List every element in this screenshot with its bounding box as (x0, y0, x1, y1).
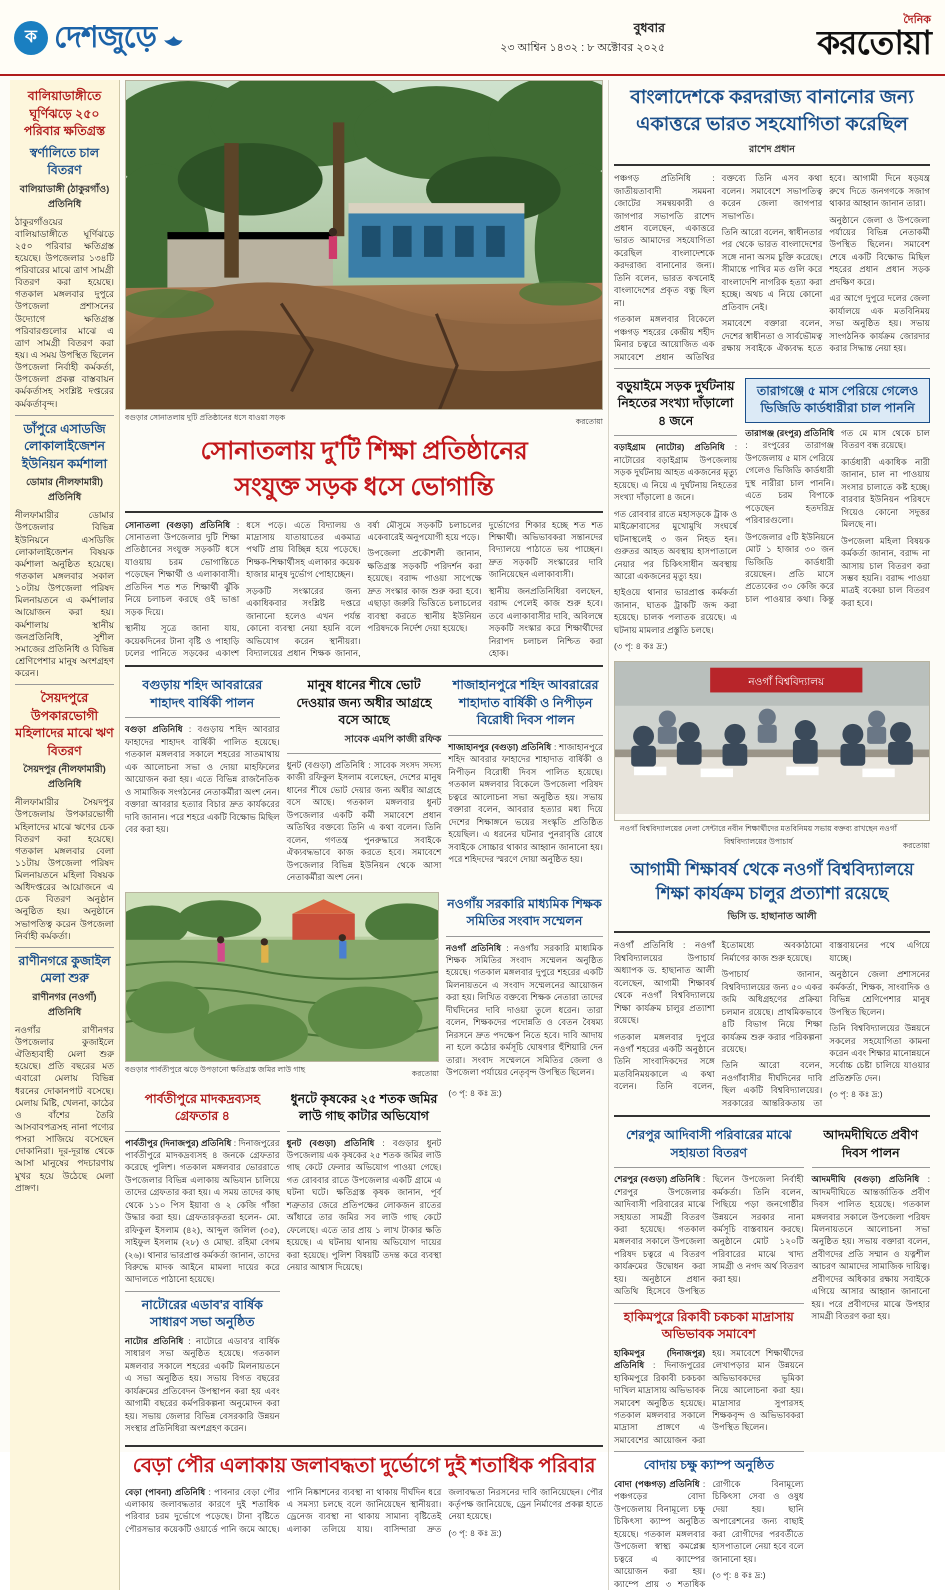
divider (125, 665, 603, 667)
lower-headline-2: নওগাঁয় সরকারি মাধ্যমিক শিক্ষক সমিতির সংবাদ সম্মেলন (447, 896, 602, 929)
mid-story-0 (125, 673, 280, 887)
lower-text-2: নওগাঁয় সরকারি মাধ্যমিক শিক্ষক সমিতির সংবাদ সম্মেলন অনুষ্ঠিত হয়েছে। গতকাল মঙ্গলবার দুপুরে শহরের একটি মিলনায়তনে এ সংবাদ সম্মেলনের আয়োজন করা হয়। লিখিত বক্তব্যে শিক্ষক নেতারা তাদের দীর্ঘদিনের দাবি দাওয়া তুলে ধরেন। তারা বলেন, শিক্ষকদের পদোন্নতি ও বেতন বৈষম্য নিরসনে দ্রুত পদক্ষেপ নিতে হবে। দাবি আদায় না হলে কঠোর কর্মসূচি ঘোষণার হুঁশিয়ারি দেন তারা। সংবাদ সম্মেলনে সমিতির জেলা ও উপজেলা পর্যায়ের নেতৃবৃন্দ উপস্থিত ছিলেন। (446, 942, 604, 1078)
bottom-headline-3: বোদায় চক্ষু ক্যাম্প অনুষ্ঠিত (643, 1458, 774, 1473)
lower-byline-1: ধুনট (বগুড়া) প্রতিনিধি (286, 1137, 375, 1148)
lower-text-1: বগুড়ার ধুনট উপজেলায় এক কৃষকের ২৫ শতক জমির লাউ গাছ কেটে ফেলার অভিযোগ পাওয়া গেছে। গত রোববার রাতে উপজেলার একটি গ্রামে এ ঘটনা ঘটে। ক্ষতিগ্রস্ত কৃষক জানান, পূর্ব শত্রুতার জেরে প্রতিপক্ষের লোকজন রাতের আঁধারে তার জমির সব লাউ গাছ কেটে ফেলেছে। এতে তার প্রায় ১ লাখ টাকার ক্ষতি হয়েছে। এ ঘটনায় থানায় অভিযোগ দায়ের করা হয়েছে। পুলিশ বিষয়টি তদন্ত করে ব্যবস্থা নেয়ার আশ্বাস দিয়েছে। (286, 1137, 442, 1273)
sidebar-headline-2: সৈয়দপুরে উপকারভোগী মহিলাদের মাঝে ঋণ বিতরণ (15, 691, 114, 758)
field-photo-caption: বগুড়ার পার্বতীপুরে ঝড়ে উপড়ানো ক্ষতিগ্রস্ত জমির লাউ গাছ (125, 1064, 306, 1074)
bottom-headline-1: বেড়া পৌর এলাকায় জলাবদ্ধতা দুর্ভোগে দুই শতাধিক পরিবার (132, 1454, 596, 1477)
university-jump: (৩ পৃ: ৪ কঃ দ্র:) (829, 1089, 883, 1100)
paper-title-block (681, 15, 931, 61)
tarangonj-para-2: কার্ডধারী একাধিক নারী জানান, চাল না পাওয়ায় সংসার চালাতে কষ্ট হচ্ছে। বারবার ইউনিয়ন পরিষদে গিয়েও কোনো সদুত্তর মিলছে না। (841, 456, 930, 530)
road-sub-story (614, 374, 737, 657)
sidebar-headline-3: রাণীনগরে কুজাইল মেলা শুরু (18, 953, 111, 986)
bottom-body-2: হাকিমপুর (দিনাজপুর) প্রতিনিধি : দিনাজপুরের হাকিমপুরে রিকাবী চকচকা দাখিল মাদ্রাসায় অভিভাবক সমাবেশ অনুষ্ঠিত হয়েছে। গতকাল মঙ্গলবার সকালে মাদ্রাসা প্রাঙ্গণে এ সমাবেশের আয়োজন করা হয়। সমাবেশে শিক্ষার্থীদের লেখাপড়ার মান উন্নয়নে অভিভাবকদের ভূমিকা নিয়ে আলোচনা করা হয়। মাদ্রাসার সুপারসহ শিক্ষকবৃন্দ ও অভিভাবকরা উপস্থিত ছিলেন। (614, 1347, 804, 1445)
road-sub-para-2: হাইওয়ে থানার ভারপ্রাপ্ত কর্মকর্তা জানান, ঘাতক ট্রাকটি জব্দ করা হয়েছে। চালক পলাতক রয়েছে। এ ঘটনায় মামলার প্রস্তুতি চলছে। (614, 587, 738, 635)
lower-story-2 (446, 892, 603, 1083)
lead-headline-line1: সোনাতলায় দু'টি শিক্ষা প্রতিষ্ঠানের (200, 437, 528, 465)
lead-byline: সোনাতলা (বগুড়া) প্রতিনিধি (125, 519, 231, 530)
mid-headline-2: শাজাহানপুরে শহিদ আবরারের শাহাদাত বার্ষিকী ও নিপীড়ন বিরোধী দিবস পালন (452, 678, 599, 728)
meeting-photo-credit: করতোয়া (902, 840, 930, 850)
bottom-byline-1: বেড়া (পাবনা) প্রতিনিধি (125, 1486, 206, 1497)
mid-stories (125, 673, 603, 887)
divider (614, 931, 930, 933)
top-right-body (614, 172, 930, 363)
field-photo (125, 892, 439, 1062)
road-sub-headline: বড়ুয়াইমে সড়ক দুর্ঘটনায় নিহতের সংখ্যা দাঁড়ালো ৪ জনে (616, 378, 735, 428)
lower-headline-0: পার্বতীপুরে মাদকদ্রব্যসহ গ্রেফতার ৪ (144, 1091, 261, 1123)
road-sub-para-0: নাটোরের বড়াইগ্রাম উপজেলায় সড়ক দুর্ঘটনায় আহত একজনের মৃত্যু হয়েছে। এ নিয়ে এ দুর্ঘটনায় নিহতের সংখ্যা দাঁড়ালো ৪ জনে। (614, 454, 738, 503)
road-sub-para-1: গত রোববার রাতে মহাসড়কে ট্রাক ও মাইক্রোবাসের মুখোমুখি সংঘর্ষে ঘটনাস্থলেই ৩ জন নিহত হন। গুরুতর আহত অবস্থায় হাসপাতালে নেয়ার পর চিকিৎসাধীন অবস্থায় আরো একজনের মৃত্যু হয়। (614, 508, 738, 582)
lead-para-0: সোনাতলা উপজেলার দুটি শিক্ষা প্রতিষ্ঠানের সংযুক্ত সড়কটি ধসে যাওয়ায় চরম ভোগান্তিতে পড়েছেন শিক্ষার্থী ও এলাকাবাসী। প্রতিদিন শত শত শিক্ষার্থী ঝুঁকি নিয়ে চলাচল করছে ওই ভাঙা সড়ক দিয়ে। (125, 531, 240, 617)
sidebar-column (10, 80, 120, 1590)
lower-text-3: শেরপুর উপজেলার আদিবাসী পরিবারের মাঝে সহায়তা সামগ্রী বিতরণ করা হয়েছে। গতকাল মঙ্গলবার সকালে উপজেলা পরিষদ চত্বরে এ বিতরণ কার্যক্রমের উদ্বোধন করা হয়। অনুষ্ঠানে প্রধান অতিথি হিসেবে উপস্থিত ছিলেন উপজেলা নির্বাহী কর্মকর্তা। তিনি বলেন, পিছিয়ে পড়া জনগোষ্ঠীর উন্নয়নে সরকার নানা কর্মসূচি বাস্তবায়ন করছে। অনুষ্ঠানে মোট ১২০টি পরিবারের মাঝে খাদ্য সামগ্রী ও নগদ অর্থ বিতরণ করা হয়। (614, 1174, 804, 1297)
svg-text:নওগাঁ বিশ্ববিদ্যালয়: নওগাঁ বিশ্ববিদ্যালয় (748, 676, 825, 688)
lower-overflow (448, 1087, 603, 1099)
tarangonj-story (745, 374, 930, 657)
lower-byline-2: নওগাঁ প্রতিনিধি (446, 942, 502, 953)
bottom-headline-2: হাকিমপুরে রিকাবী চকচকা মাদ্রাসায় অভিভাবক সমাবেশ (623, 1309, 794, 1342)
bottom-body-1: বেড়া (পাবনা) প্রতিনিধি : পাবনার বেড়া পৌর এলাকায় জলাবদ্ধতার কারণে দুই শতাধিক পরিবার চরম দুর্ভোগে পড়েছে। টানা বৃষ্টিতে পৌরসভার কয়েকটি ওয়ার্ডে পানি জমে আছে। পানি নিষ্কাশনের ব্যবস্থা না থাকায় দীর্ঘদিন ধরে এ সমস্যা চলছে বলে জানিয়েছেন স্থানীয়রা। ড্রেনেজ ব্যবস্থা না থাকায় সামান্য বৃষ্টিতেই এলাকা তলিয়ে যায়। বাসিন্দারা দ্রুত জলাবদ্ধতা নিরসনের দাবি জানিয়েছেন। পৌর কর্তৃপক্ষ জানিয়েছে, ড্রেন নির্মাণের প্রকল্প হাতে নেয়া হয়েছে। (৩ পৃ: ৪ কঃ দ্র:) (125, 1486, 603, 1538)
lead-headline-line2: সংযুক্ত সড়ক ধসে ভোগান্তি (234, 472, 494, 501)
paper-name: করতোয়া (817, 24, 931, 62)
mid-byline-1: সাবেক এমপি কাজী রফিক (344, 733, 442, 745)
sidebar-headline-0: বালিয়াডাঙ্গীতে ঘূর্ণিঝড়ে ২৫০ পরিবার ক্ষতিগ্রস্ত (23, 89, 106, 138)
bird-icon (162, 25, 188, 51)
bottom-body-3: বোদা (পঞ্চগড়) প্রতিনিধি : পঞ্চগড়ের বোদা উপজেলায় বিনামূল্যে চক্ষু চিকিৎসা ক্যাম্প অনুষ্ঠিত হয়েছে। গতকাল মঙ্গলবার উপজেলা স্বাস্থ্য কমপ্লেক্স চত্বরে এ ক্যাম্পের আয়োজন করা হয়। ক্যাম্পে প্রায় ৩ শতাধিক রোগীকে বিনামূল্যে চিকিৎসা সেবা ও ওষুধ দেয়া হয়। ছানি অপারেশনের জন্য বাছাই করা রোগীদের পরবর্তীতে হাসপাতালে নেয়া হবে বলে জানানো হয়। (৩ পৃ: ৪ কঃ দ্র:) (614, 1478, 804, 1589)
lower-stories (125, 1087, 603, 1439)
road-sub-body: বড়াইগ্রাম (নাটোর) প্রতিনিধি : নাটোরের বড়াইগ্রাম উপজেলায় সড়ক দুর্ঘটনায় আহত একজনের মৃত্যু হয়েছে। এ নিয়ে এ দুর্ঘটনায় নিহতের সংখ্যা দাঁড়ালো ৪ জনে। গত রোববার রাতে মহাসড়কে ট্রাক ও মাইক্রোবাসের মুখোমুখি সংঘর্ষে ঘটনাস্থলেই ৩ জন নিহত হন। গুরুতর আহত অবস্থায় হাসপাতালে নেয়ার পর চিকিৎসাধীন অবস্থায় আরো একজনের মৃত্যু হয়। হাইওয়ে থানার ভারপ্রাপ্ত কর্মকর্তা জানান, ঘাতক ট্রাকটি জব্দ করা হয়েছে। চালক পলাতক রয়েছে। এ ঘটনায় মামলার প্রস্তুতি চলছে। (৩ পৃ: ৪ কঃ দ্র:) (614, 442, 738, 652)
lower-body-2: নওগাঁ প্রতিনিধি : নওগাঁয় সরকারি মাধ্যমিক শিক্ষক সমিতির সংবাদ সম্মেলন অনুষ্ঠিত হয়েছে। গতকাল মঙ্গলবার দুপুরে শহরের একটি মিলনায়তনে এ সংবাদ সম্মেলনের আয়োজন করা হয়। লিখিত বক্তব্যে শিক্ষক নেতারা তাদের দীর্ঘদিনের দাবি দাওয়া তুলে ধরেন। তারা বলেন, শিক্ষকদের পদোন্নতি ও বেতন বৈষম্য নিরসনে দ্রুত পদক্ষেপ নিতে হবে। দাবি আদায় না হলে কঠোর কর্মসূচি ঘোষণার হুঁশিয়ারি দেন তারা। সংবাদ সম্মেলনে সমিতির জেলা ও উপজেলা পর্যায়ের নেতৃবৃন্দ উপস্থিত ছিলেন। (446, 942, 604, 1078)
mid-story-1 (287, 673, 442, 887)
lower-byline-4: আদমদীঘি (বগুড়া) প্রতিনিধি (811, 1174, 920, 1185)
lower-story-1 (287, 1087, 442, 1439)
field-photo-row (125, 892, 603, 1083)
right-bottom-row (614, 1123, 930, 1590)
tarangonj-box (745, 378, 930, 423)
paper-small-label: দৈনিক (903, 14, 931, 27)
divider (125, 1131, 280, 1132)
tarangonj-body: তারাগঞ্জ (রংপুর) প্রতিনিধি : রংপুরের তারাগঞ্জ উপজেলায় ৫ মাস পেরিয়ে গেলেও ভিজিডি কার্ডধারী দুস্থ নারীরা চাল পাননি। এতে চরম বিপাকে পড়েছেন হতদরিদ্র পরিবারগুলো। উপজেলার ৫টি ইউনিয়নে মোট ১ হাজার ৩০ জন ভিজিডি কার্ডধারী রয়েছেন। প্রতি মাসে প্রত্যেকের ৩০ কেজি করে চাল পাওয়ার কথা। কিন্তু গত মে মাস থেকে চাল বিতরণ বন্ধ রয়েছে। কার্ডধারী একাধিক নারী জানান, চাল না পাওয়ায় সংসার চালাতে কষ্ট হচ্ছে। বারবার ইউনিয়ন পরিষদে গিয়েও কোনো সদুত্তর মিলছে না। উপজেলা মহিলা বিষয়ক কর্মকর্তা জানান, বরাদ্দ না আসায় চাল বিতরণ করা সম্ভব হয়নি। বরাদ্দ পাওয়া মাত্রই বকেয়া চাল বিতরণ করা হবে। (745, 427, 930, 608)
mid-body-0: বগুড়া প্রতিনিধি : বগুড়ায় শহিদ আবরার ফাহাদের শাহাদৎ বার্ষিকী পালিত হয়েছে। গতকাল মঙ্গলবার সকালে শহরের সাতমাথায় এক আলোচনা সভা ও দোয়া মাহফিলের আয়োজন করা হয়। এতে বিভিন্ন রাজনৈতিক ও সামাজিক সংগঠনের নেতাকর্মীরা অংশ নেন। বক্তারা আবরার হত্যার বিচার দ্রুত কার্যকরের দাবি জানান। পরে শহরে একটি বিক্ষোভ মিছিল বের করা হয়। (125, 724, 280, 835)
divider (125, 717, 280, 718)
lower-text-0: দিনাজপুরের পার্বতীপুরে মাদকদ্রব্যসহ ৪ জনকে গ্রেফতার করেছে পুলিশ। গতকাল মঙ্গলবার ভোররাতে উপজেলার বিভিন্ন এলাকায় অভিযান চালিয়ে তাদের গ্রেফতার করা হয়। এ সময় তাদের কাছ থেকে ১১০ পিস ইয়াবা ও ২ কেজি গাঁজা উদ্ধার করা হয়। গ্রেফতারকৃতরা হলেন- মো. রফিকুল ইসলাম (৪২), আব্দুল জলিল (৩৫), সাইফুল ইসলাম (২৮) ও মোছা. রহিমা বেগম (২৬)। থানার ভারপ্রাপ্ত কর্মকর্তা জানান, তাদের বিরুদ্ধে মাদক আইনে মামলা দায়ের করে আদালতে পাঠানো হয়েছে। (125, 1137, 280, 1285)
university-para-0: নওগাঁ প্রতিনিধি : নওগাঁ বিশ্ববিদ্যালয়ের উপাচার্য অধ্যাপক ড. হাছানাত আলী বলেছেন, আগামী শিক্ষাবর্ষ থেকে নওগাঁ বিশ্ববিদ্যালয়ে শিক্ষা কার্যক্রম চালুর প্রত্যাশা রয়েছে। (614, 940, 715, 1026)
bottom-text-1: পাবনার বেড়া পৌর এলাকায় জলাবদ্ধতার কারণে দুই শতাধিক পরিবার চরম দুর্ভোগে পড়েছে। টানা বৃষ্টিতে পৌরসভার কয়েকটি ওয়ার্ডে পানি জমে আছে। পানি নিষ্কাশনের ব্যবস্থা না থাকায় দীর্ঘদিন ধরে এ সমস্যা চলছে বলে জানিয়েছেন স্থানীয়রা। ড্রেনেজ ব্যবস্থা না থাকায় সামান্য বৃষ্টিতেই এলাকা তলিয়ে যায়। বাসিন্দারা দ্রুত জলাবদ্ধতা নিরসনের দাবি জানিয়েছেন। পৌর কর্তৃপক্ষ জানিয়েছে, ড্রেন নির্মাণের প্রকল্প হাতে নেয়া হয়েছে। (125, 1486, 603, 1534)
lead-para-1: স্থানীয় সূত্রে জানা যায়, কয়েকদিনের টানা বৃষ্টি ও পাহাড়ি ঢলের পানিতে সড়কের একাংশ ধসে পড়ে। এতে বিদ্যালয় ও মাদ্রাসায় যাতায়াতের একমাত্র পথটি প্রায় বিচ্ছিন্ন হয়ে পড়েছে। শিক্ষক-শিক্ষার্থীসহ এলাকার কয়েক হাজার মানুষ দুর্ভোগ পোহাচ্ছেন। (125, 519, 361, 659)
lead-para-2: সড়কটি সংস্কারের জন্য একাধিকবার সংশ্লিষ্ট দপ্তরে জানানো হলেও এখন পর্যন্ত কোনো ব্যবস্থা নেয়া হয়নি বলে অভিযোগ করেন স্থানীয়রা। বিদ্যালয়ের প্রধান শিক্ষক জানান, বর্ষা মৌসুমে সড়কটি চলাচলের একেবারেই অনুপযোগী হয়ে পড়ে। (246, 519, 482, 659)
road-sub-byline: বড়াইগ্রাম (নাটোর) প্রতিনিধি (614, 442, 725, 453)
divider (614, 164, 930, 166)
bottom-byline-0: নাটোর প্রতিনিধি (125, 1335, 184, 1346)
bottom-story-1 (448, 1087, 603, 1439)
lower-headline-3: শেরপুর আদিবাসী পরিবারের মাঝে সহায়তা বিতরণ (625, 1128, 792, 1160)
sidebar-byline-1: ডোমার (নীলফামারী) প্রতিনিধি (26, 477, 103, 504)
divider (15, 684, 114, 685)
lower-text-4: আদমদীঘিতে আন্তর্জাতিক প্রবীণ দিবস পালিত হয়েছে। গতকাল মঙ্গলবার সকালে উপজেলা পরিষদ মিলনায়তনে আলোচনা সভা অনুষ্ঠিত হয়। সভায় বক্তারা বলেন, প্রবীণদের প্রতি সম্মান ও যত্নশীল আচরণ আমাদের সামাজিক দায়িত্ব। প্রবীণদের অধিকার রক্ষায় সবাইকে এগিয়ে আসার আহ্বান জানানো হয়। পরে প্রবীণদের মাঝে উপহার সামগ্রী বিতরণ করা হয়। (811, 1186, 930, 1322)
mid-story-2 (448, 673, 603, 887)
tarangonj-para-0: রংপুরের তারাগঞ্জ উপজেলায় ৫ মাস পেরিয়ে গেলেও ভিজিডি কার্ডধারী দুস্থ নারীরা চাল পাননি। এতে চরম বিপাকে পড়েছেন হতদরিদ্র পরিবারগুলো। (745, 440, 835, 526)
university-para-3: তিনি আরো বলেন, নওগাঁবাসীর দীর্ঘদিনের দাবি ছিল একটি বিশ্ববিদ্যালয়ের। সরকারের আন্তরিকতায় তা বাস্তবায়নের পথে এগিয়ে যাচ্ছে। (721, 940, 930, 1108)
mid-byline-0: বগুড়া প্রতিনিধি (125, 724, 183, 735)
date-line: ২৩ আশ্বিন ১৪৩২ : ৮ অক্টোবর ২০২৫ (500, 42, 665, 55)
lead-photo (125, 80, 603, 410)
university-para-5: তিনি বিশ্ববিদ্যালয়ের উন্নয়নে সকলের সহযোগিতা কামনা করেন এবং শিক্ষার মানোন্নয়নে সর্বোচ্চ চেষ্টা চালিয়ে যাওয়ার প্রতিশ্রুতি দেন। (829, 1023, 930, 1083)
divider (614, 435, 737, 436)
tarangonj-byline: তারাগঞ্জ (রংপুর) প্রতিনিধি (745, 427, 835, 438)
sidebar-item-0 (15, 88, 114, 410)
meeting-photo-caption: নওগাঁ বিশ্ববিদ্যালয়ের নেলা সেন্টারে নবীন শিক্ষার্থীদের মতবিনিময় সভায় বক্তব্য রাখছেন নওগাঁ বিশ্ববিদ্যালয়ের উপাচার্য (619, 823, 897, 846)
tarangonj-headline: তারাগঞ্জে ৫ মাস পেরিয়ে গেলেও ভিজিডি কার্ডধারীরা চাল পাননি (756, 383, 919, 416)
lead-body: সোনাতলা (বগুড়া) প্রতিনিধি : সোনাতলা উপজেলার দুটি শিক্ষা প্রতিষ্ঠানের সংযুক্ত সড়কটি ধসে যাওয়ায় চরম ভোগান্তিতে পড়েছেন শিক্ষার্থী ও এলাকাবাসী। প্রতিদিন শত শত শিক্ষার্থী ঝুঁকি নিয়ে চলাচল করছে ওই ভাঙা সড়ক দিয়ে। স্থানীয় সূত্রে জানা যায়, কয়েকদিনের টানা বৃষ্টি ও পাহাড়ি ঢলের পানিতে সড়কের একাংশ ধসে পড়ে। এতে বিদ্যালয় ও মাদ্রাসায় যাতায়াতের একমাত্র পথটি প্রায় বিচ্ছিন্ন হয়ে পড়েছে। শিক্ষক-শিক্ষার্থীসহ এলাকার কয়েক হাজার মানুষ দুর্ভোগ পোহাচ্ছেন। সড়কটি সংস্কারের জন্য একাধিকবার সংশ্লিষ্ট দপ্তরে জানানো হলেও এখন পর্যন্ত কোনো ব্যবস্থা নেয়া হয়নি বলে অভিযোগ করেন স্থানীয়রা। বিদ্যালয়ের প্রধান শিক্ষক জানান, বর্ষা মৌসুমে সড়কটি চলাচলের একেবারেই অনুপযোগী হয়ে পড়ে। উপজেলা প্রকৌশলী জানান, ক্ষতিগ্রস্ত সড়কটি পরিদর্শন করা হয়েছে। বরাদ্দ পাওয়া সাপেক্ষে দ্রুত সংস্কার কাজ শুরু করা হবে। এছাড়া জরুরি ভিত্তিতে চলাচলের ব্যবস্থা করতে স্থানীয় ইউনিয়ন পরিষদকে নির্দেশ দেয়া হয়েছে। দুর্ভোগের শিকার হচ্ছে শত শত শিক্ষার্থী। অভিভাবকরা সন্তানদের বিদ্যালয়ে পাঠাতে ভয় পাচ্ছেন। দ্রুত সড়কটি সংস্কারের দাবি জানিয়েছেন এলাকাবাসী। স্থানীয় জনপ্রতিনিধিরা বলছেন, বরাদ্দ পেলেই কাজ শুরু হবে। তবে এলাকাবাসীর দাবি, অবিলম্বে সড়কটি সংস্কার করে শিক্ষার্থীদের নিরাপদ চলাচল নিশ্চিত করা হোক। (125, 519, 603, 659)
deshjure-logo (14, 13, 314, 64)
sidebar-byline-0: বালিয়াডাঙ্গী (ঠাকুরগাঁও) প্রতিনিধি (19, 183, 110, 210)
divider (125, 511, 603, 513)
jump-note-a: (৩ পৃ: ৪ কঃ দ্র:) (448, 1087, 502, 1098)
divider (15, 947, 114, 948)
meeting-photo (614, 661, 930, 821)
mid-headline-1: মানুষ ধানের শীষে ভোট দেওয়ার জন্য অধীর আগ্রহে বসে আছে (296, 678, 432, 728)
lower-story-4 (812, 1123, 930, 1590)
weekday: বুধবার (633, 21, 665, 36)
divider (614, 1303, 804, 1304)
sidebar-text-0: ঠাকুরগাঁওয়ের বালিয়াডাঙ্গীতে ঘূর্ণিঝড়ে ২৫০ পরিবার ক্ষতিগ্রস্ত হয়েছে। উপজেলার ১৩৪টি পরিবারের মাঝে ত্রাণ সামগ্রী বিতরণ করা হয়েছে। গতকাল মঙ্গলবার দুপুরে উপজেলা প্রশাসনের উদ্যোগে ক্ষতিগ্রস্ত পরিবারগুলোর মাঝে এ ত্রাণ সামগ্রী বিতরণ করা হয়। এ সময় উপস্থিত ছিলেন উপজেলা নির্বাহী কর্মকর্তা, উপজেলা প্রকল্প বাস্তবায়ন কর্মকর্তাসহ সংশ্লিষ্ট দপ্তরের কর্মকর্তাবৃন্দ। (15, 216, 114, 409)
bottom-text-0: নাটোরে এডাব'র বার্ষিক সাধারণ সভা অনুষ্ঠিত হয়েছে। গতকাল মঙ্গলবার সকালে শহরের একটি মিলনায়তনে এ সভা অনুষ্ঠিত হয়। সভায় বিগত বছরের কার্যক্রমের প্রতিবেদন উপস্থাপন করা হয় এবং আগামী বছরের কর্মপরিকল্পনা অনুমোদন করা হয়। সভায় জেলার বিভিন্ন বেসরকারি উন্নয়ন সংস্থার প্রতিনিধিরা অংশগ্রহণ করেন। (125, 1335, 280, 1434)
right-two-col (614, 374, 930, 657)
bottom-text-3: পঞ্চগড়ের বোদা উপজেলায় বিনামূল্যে চক্ষু চিকিৎসা ক্যাম্প অনুষ্ঠিত হয়েছে। গতকাল মঙ্গলবার উপজেলা স্বাস্থ্য কমপ্লেক্স চত্বরে এ ক্যাম্পের আয়োজন করা হয়। ক্যাম্পে প্রায় ৩ শতাধিক রোগীকে বিনামূল্যে চিকিৎসা সেবা ও ওষুধ দেয়া হয়। ছানি অপারেশনের জন্য বাছাই করা রোগীদের পরবর্তীতে হাসপাতালে নেয়া হবে বলে জানানো হয়। (614, 1478, 804, 1589)
top-right-para-3: সমাবেশে বক্তারা বলেন, দেশের স্বাধীনতা ও সার্বভৌমত্ব রক্ষায় সবাইকে ঐক্যবদ্ধ হতে হবে। আগামী দিনে ষড়যন্ত্র রুখে দিতে জনগণকে সজাগ থাকার আহ্বান জানান তারা। (721, 173, 930, 354)
meeting-photo-art (615, 662, 929, 814)
lower-byline-3: শেরপুর (বগুড়া) প্রতিনিধি (614, 1174, 701, 1185)
sidebar-item-3 (15, 953, 114, 1194)
right-block (609, 80, 935, 1590)
lead-photo-caption: বগুড়ার সোনাতলায় দুটি প্রতিষ্ঠানের ধসে যাওয়া সড়ক (125, 413, 286, 422)
field-photo-block (125, 892, 439, 1083)
sidebar-sub-0: স্বর্ণালিতে চাল বিতরণ (29, 145, 100, 177)
university-para-1: গতকাল মঙ্গলবার দুপুরে নওগাঁ শহরের একটি অনুষ্ঠানে তিনি সাংবাদিকদের সঙ্গে মতবিনিময়কালে এ কথা বলেন। তিনি বলেন, ইতোমধ্যে অবকাঠামো নির্মাণের কাজ শুরু হয়েছে। (614, 940, 823, 1092)
mid-body-2: শাজাহানপুর (বগুড়া) প্রতিনিধি : শাজাহানপুরে শহিদ আবরার ফাহাদের শাহাদাত বার্ষিকী ও নিপীড়ন বিরোধী দিবস পালিত হয়েছে। গতকাল মঙ্গলবার বিকেলে উপজেলা পরিষদ চত্বরে আলোচনা সভা অনুষ্ঠিত হয়। সভায় বক্তারা বলেন, আবরার হত্যার মধ্য দিয়ে দেশের শিক্ষাঙ্গনে ভয়ের সংস্কৃতি প্রতিষ্ঠিত হয়েছিল। এ ধরনের ঘটনার পুনরাবৃত্তি রোধে সবাইকে সোচ্চার থাকার আহ্বান জানানো হয়। পরে শহিদদের স্মরণে দোয়া অনুষ্ঠিত হয়। (448, 741, 603, 865)
top-right-para-0: পঞ্চগড় প্রতিনিধি : জাতীয়তাবাদী সমমনা জোটের সমন্বয়কারী ও জাগপার সভাপতি রাশেদ প্রধান বলেছেন, একাত্তরে ভারত আমাদের সহযোগিতা করেছিল বাংলাদেশকে করদরাজ্য বানানোর জন্য। তিনি বলেন, ভারত কখনোই বাংলাদেশের প্রকৃত বন্ধু ছিল না। (614, 173, 715, 308)
bottom-byline-3: বোদা (পঞ্চগড়) প্রতিনিধি (614, 1478, 700, 1489)
masthead (0, 0, 945, 76)
jump-note-b: (৩ পৃ: ৪ কঃ দ্র:) (448, 1527, 502, 1538)
field-photo-credit: করতোয়া (411, 1068, 439, 1078)
bottom-byline-2: হাকিমপুর (দিনাজপুর) প্রতিনিধি (614, 1347, 706, 1371)
lead-para-4: দুর্ভোগের শিকার হচ্ছে শত শত শিক্ষার্থী। অভিভাবকরা সন্তানদের বিদ্যালয়ে পাঠাতে ভয় পাচ্ছেন। দ্রুত সড়কটি সংস্কারের দাবি জানিয়েছেন এলাকাবাসী। (488, 519, 603, 580)
sidebar-byline-3: রাণীনগর (নওগাঁ) প্রতিনিধি (32, 991, 97, 1018)
lead-story-block (120, 80, 609, 1590)
lower-body-0: পার্বতীপুর (দিনাজপুর) প্রতিনিধি : দিনাজপুরের পার্বতীপুরে মাদকদ্রব্যসহ ৪ জনকে গ্রেফতার করেছে পুলিশ। গতকাল মঙ্গলবার ভোররাতে উপজেলার বিভিন্ন এলাকায় অভিযান চালিয়ে তাদের গ্রেফতার করা হয়। এ সময় তাদের কাছ থেকে ১১০ পিস ইয়াবা ও ২ কেজি গাঁজা উদ্ধার করা হয়। গ্রেফতারকৃতরা হলেন- মো. রফিকুল ইসলাম (৪২), আব্দুল জলিল (৩৫), সাইফুল ইসলাম (২৮) ও মোছা. রহিমা বেগম (২৬)। থানার ভারপ্রাপ্ত কর্মকর্তা জানান, তাদের বিরুদ্ধে মাদক আইনে মামলা দায়ের করে আদালতে পাঠানো হয়েছে। (125, 1137, 280, 1285)
logo-text: দেশজুড়ে (54, 20, 156, 54)
lower-byline-0: পার্বতীপুর (দিনাজপুর) প্রতিনিধি (125, 1137, 232, 1148)
divider (448, 735, 603, 736)
mid-body-1 (287, 759, 442, 884)
top-right-headline: বাংলাদেশকে করদরাজ্য বানানোর জন্য একাত্তরে ভারত সহযোগিতা করেছিল (630, 87, 914, 135)
divider (287, 1131, 442, 1132)
university-headline: আগামী শিক্ষাবর্ষ থেকে নওগাঁ বিশ্ববিদ্যালয়ে শিক্ষা কার্যক্রম চালুর প্রত্যাশা রয়েছে (630, 859, 914, 903)
top-right-byline: রাশেদ প্রধান (749, 144, 795, 156)
tarangonj-para-3: উপজেলা মহিলা বিষয়ক কর্মকর্তা জানান, বরাদ্দ না আসায় চাল বিতরণ করা সম্ভব হয়নি। বরাদ্দ পাওয়া মাত্রই বকেয়া চাল বিতরণ করা হবে। (841, 535, 930, 608)
top-right-para-2: তিনি আরো বলেন, স্বাধীনতার পর থেকে ভারত বাংলাদেশের সঙ্গে নানা অসম চুক্তি করেছে। সীমান্তে পাখির মত গুলি করে বাংলাদেশি নাগরিক হত্যা করা হচ্ছে। অথচ এ নিয়ে কোনো প্রতিবাদ নেই। (721, 227, 823, 312)
mid-text-2: শাজাহানপুরে শহিদ আবরার ফাহাদের শাহাদাত বার্ষিকী ও নিপীড়ন বিরোধী দিবস পালিত হয়েছে। গতকাল মঙ্গলবার বিকেলে উপজেলা পরিষদ চত্বরে আলোচনা সভা অনুষ্ঠিত হয়। সভায় বক্তারা বলেন, আবরার হত্যার মধ্য দিয়ে দেশের শিক্ষাঙ্গনে ভয়ের সংস্কৃতি প্রতিষ্ঠিত হয়েছিল। এ ধরনের ঘটনার পুনরাবৃত্তি রোধে সবাইকে সোচ্চার থাকার আহ্বান জানানো হয়। পরে শহিদদের স্মরণে দোয়া অনুষ্ঠিত হয়। (448, 741, 603, 865)
divider (125, 1445, 603, 1447)
sidebar-text-2: নীলফামারীর সৈয়দপুর উপজেলায় উপকারভোগী মহিলাদের মাঝে ঋণের চেক বিতরণ করা হয়েছে। গতকাল মঙ্গলবার বেলা ১১টায় উপজেলা পরিষদ মিলনায়তনে মহিলা বিষয়ক অধিদপ্তরের আয়োজনে এ চেক বিতরণ অনুষ্ঠান অনুষ্ঠিত হয়। অনুষ্ঠানে সভাপতিত্ব করেন উপজেলা নির্বাহী কর্মকর্তা। (15, 797, 114, 941)
divider (614, 368, 930, 369)
lower-story-3 (614, 1123, 804, 1590)
lower-body-3: শেরপুর (বগুড়া) প্রতিনিধি : শেরপুর উপজেলার আদিবাসী পরিবারের মাঝে সহায়তা সামগ্রী বিতরণ করা হয়েছে। গতকাল মঙ্গলবার সকালে উপজেলা পরিষদ চত্বরে এ বিতরণ কার্যক্রমের উদ্বোধন করা হয়। অনুষ্ঠানে প্রধান অতিথি হিসেবে উপস্থিত ছিলেন উপজেলা নির্বাহী কর্মকর্তা। তিনি বলেন, পিছিয়ে পড়া জনগোষ্ঠীর উন্নয়নে সরকার নানা কর্মসূচি বাস্তবায়ন করছে। অনুষ্ঠানে মোট ১২০টি পরিবারের মাঝে খাদ্য সামগ্রী ও নগদ অর্থ বিতরণ করা হয়। (614, 1174, 804, 1297)
lower-headline-1: ধুনটে কৃষকের ২৫ শতক জমির লাউ গাছ কাটার অভিযোগ (290, 1091, 438, 1123)
tarangonj-para-1: উপজেলার ৫টি ইউনিয়নে মোট ১ হাজার ৩০ জন ভিজিডি কার্ডধারী রয়েছেন। প্রতি মাসে প্রত্যেকের ৩০ কেজি করে চাল পাওয়ার কথা। কিন্তু গত মে মাস থেকে চাল বিতরণ বন্ধ রয়েছে। (745, 427, 930, 604)
lead-photo-art (126, 81, 602, 410)
university-para-4: অনুষ্ঠানে জেলা প্রশাসনের কর্মকর্তা, শিক্ষক, সাংবাদিক ও বিভিন্ন শ্রেণিপেশার মানুষ উপস্থিত ছিলেন। (829, 969, 930, 1017)
lower-body-1: ধুনট (বগুড়া) প্রতিনিধি : বগুড়ার ধুনট উপজেলায় এক কৃষকের ২৫ শতক জমির লাউ গাছ কেটে ফেলার অভিযোগ পাওয়া গেছে। গত রোববার রাতে উপজেলার একটি গ্রামে এ ঘটনা ঘটে। ক্ষতিগ্রস্ত কৃষক জানান, পূর্ব শত্রুতার জেরে প্রতিপক্ষের লোকজন রাতের আঁধারে তার জমির সব লাউ গাছ কেটে ফেলেছে। এতে তার প্রায় ১ লাখ টাকার ক্ষতি হয়েছে। এ ঘটনায় থানায় অভিযোগ দায়ের করা হয়েছে। পুলিশ বিষয়টি তদন্ত করে ব্যবস্থা নেয়ার আশ্বাস দিয়েছে। (286, 1137, 442, 1273)
divider (812, 1167, 930, 1168)
university-para-2: উপাচার্য জানান, বিশ্ববিদ্যালয়ের জন্য ৫০ একর জমি অধিগ্রহণের প্রক্রিয়া চলমান রয়েছে। প্রাথমিকভাবে ৪টি বিভাগ নিয়ে শিক্ষা কার্যক্রম শুরু করার পরিকল্পনা রয়েছে। (721, 969, 823, 1054)
mid-text-1: ধুনট (বগুড়া) প্রতিনিধি : সাবেক সংসদ সদস্য কাজী রফিকুল ইসলাম বলেছেন, দেশের মানুষ ধানের শীষে ভোট দেয়ার জন্য অধীর আগ্রহে বসে আছে। গতকাল মঙ্গলবার ধুনট উপজেলার একটি কর্মী সমাবেশে প্রধান অতিথির বক্তব্যে তিনি এ কথা বলেন। তিনি বলেন, গণতন্ত্র পুনরুদ্ধারে সবাইকে ঐক্যবদ্ধভাবে কাজ করতে হবে। সমাবেশে উপজেলার বিভিন্ন ইউনিয়ন থেকে আসা নেতাকর্মীরা অংশ নেন। (286, 759, 442, 883)
logo-badge-icon: ক (14, 21, 48, 55)
mid-headline-0: বগুড়ায় শহিদ আবরারের শাহাদৎ বার্ষিকী পালন (142, 678, 263, 710)
university-byline: ভিসি ড. হাছানাত আলী (727, 911, 817, 923)
university-body (614, 939, 930, 1109)
lower-body-4: আদমদীঘি (বগুড়া) প্রতিনিধি : আদমদীঘিতে আন্তর্জাতিক প্রবীণ দিবস পালিত হয়েছে। গতকাল মঙ্গলবার সকালে উপজেলা পরিষদ মিলনায়তনে আলোচনা সভা অনুষ্ঠিত হয়। সভায় বক্তারা বলেন, প্রবীণদের প্রতি সম্মান ও যত্নশীল আচরণ আমাদের সামাজিক দায়িত্ব। প্রবীণদের অধিকার রক্ষায় সবাইকে এগিয়ে আসার আহ্বান জানানো হয়। পরে প্রবীণদের মাঝে উপহার সামগ্রী বিতরণ করা হয়। (811, 1174, 930, 1322)
bottom-jump-3: (৩ পৃ: ৪ কঃ দ্র:) (712, 1570, 766, 1581)
divider (287, 753, 442, 754)
divider (15, 415, 114, 416)
divider (614, 1167, 804, 1168)
divider (125, 1291, 280, 1292)
sidebar-text-1: নীলফামারীর ডোমার উপজেলার বিভিন্ন ইউনিয়নে এসডিজি লোকালাইজেশন বিষয়ক কর্মশালা অনুষ্ঠিত হয়েছে। গতকাল মঙ্গলবার সকাল ১০টায় উপজেলা পরিষদ মিলনায়তনে এ কর্মশালার আয়োজন করা হয়। কর্মশালায় স্থানীয় জনপ্রতিনিধি, সুশীল সমাজের প্রতিনিধি ও বিভিন্ন শ্রেণিপেশার মানুষ অংশগ্রহণ করেন। (15, 510, 114, 679)
sidebar-byline-2: সৈয়দপুর (নীলফামারী) প্রতিনিধি (23, 764, 106, 791)
top-right-para-5: এর আগে দুপুরে দলের জেলা কার্যালয়ে এক মতবিনিময় সভা অনুষ্ঠিত হয়। সভায় সাংগঠনিক কার্যক্রম জোরদার করার সিদ্ধান্ত নেয়া হয়। (829, 293, 930, 354)
mid-text-0: বগুড়ায় শহিদ আবরার ফাহাদের শাহাদৎ বার্ষিকী পালিত হয়েছে। গতকাল মঙ্গলবার সকালে শহরের সাতমাথায় এক আলোচনা সভা ও দোয়া মাহফিলের আয়োজন করা হয়। এতে বিভিন্ন রাজনৈতিক ও সামাজিক সংগঠনের নেতাকর্মীরা অংশ নেন। বক্তারা আবরার হত্যার বিচার দ্রুত কার্যকরের দাবি জানান। পরে শহরে একটি বিক্ষোভ মিছিল বের করা হয়। (125, 724, 280, 835)
mid-byline-2: শাজাহানপুর (বগুড়া) প্রতিনিধি (448, 741, 552, 752)
field-photo-art (126, 893, 438, 1062)
road-sub-jump: (৩ পৃ: ৪ কঃ দ্র:) (614, 641, 668, 652)
bottom-body-0: নাটোর প্রতিনিধি : নাটোরে এডাব'র বার্ষিক সাধারণ সভা অনুষ্ঠিত হয়েছে। গতকাল মঙ্গলবার সকালে শহরের একটি মিলনায়তনে এ সভা অনুষ্ঠিত হয়। সভায় বিগত বছরের কার্যক্রমের প্রতিবেদন উপস্থাপন করা হয় এবং আগামী বছরের কর্মপরিকল্পনা অনুমোদন করা হয়। সভায় জেলার বিভিন্ন বেসরকারি উন্নয়ন সংস্থার প্রতিনিধিরা অংশগ্রহণ করেন। (125, 1335, 280, 1434)
bottom-text-2: দিনাজপুরের হাকিমপুরে রিকাবী চকচকা দাখিল মাদ্রাসায় অভিভাবক সমাবেশ অনুষ্ঠিত হয়েছে। গতকাল মঙ্গলবার সকালে মাদ্রাসা প্রাঙ্গণে এ সমাবেশের আয়োজন করা হয়। সমাবেশে শিক্ষার্থীদের লেখাপড়ার মান উন্নয়নে অভিভাবকদের ভূমিকা নিয়ে আলোচনা করা হয়। মাদ্রাসার সুপারসহ শিক্ষকবৃন্দ ও অভিভাবকরা উপস্থিত ছিলেন। (614, 1347, 804, 1445)
bottom-headline-0: নাটোরের এডাব'র বার্ষিক সাধারণ সভা অনুষ্ঠিত (141, 1297, 263, 1330)
date-block (314, 18, 681, 58)
lead-para-3: উপজেলা প্রকৌশলী জানান, ক্ষতিগ্রস্ত সড়কটি পরিদর্শন করা হয়েছে। বরাদ্দ পাওয়া সাপেক্ষে দ্রুত সংস্কার কাজ শুরু করা হবে। এছাড়া জরুরি ভিত্তিতে চলাচলের ব্যবস্থা করতে স্থানীয় ইউনিয়ন পরিষদকে নির্দেশ দেয়া হয়েছে। (367, 548, 482, 634)
sidebar-item-1 (15, 421, 114, 679)
divider (614, 1115, 930, 1117)
sidebar-headline-1: ডাঁপুরে এসাডজি লোকালাইজেশন ইউনিয়ন কর্মশালা (21, 421, 108, 471)
sidebar-text-3: নওগাঁর রাণীনগর উপজেলার কুজাইলে ঐতিহ্যবাহী মেলা শুরু হয়েছে। প্রতি বছরের মত এবারো মেলায় বিভিন্ন ধরনের দোকানপাট বসেছে। মেলায় মিষ্টি, খেলনা, কাঠের ও বাঁশের তৈরি আসবাবপত্রসহ নানা পণ্যের পসরা সাজিয়ে বসেছেন দোকানিরা। দূর-দূরান্ত থেকে আসা মানুষের পদচারণায় মুখর হয়ে উঠেছে মেলা প্রাঙ্গণ। (15, 1024, 114, 1193)
top-right-para-4: অনুষ্ঠানে জেলা ও উপজেলা পর্যায়ের বিভিন্ন নেতাকর্মী উপস্থিত ছিলেন। সমাবেশ শেষে একটি বিক্ষোভ মিছিল শহরের প্রধান প্রধান সড়ক প্রদক্ষিণ করে। (829, 214, 930, 287)
page-grid (0, 76, 945, 1589)
sidebar-item-2 (15, 690, 114, 942)
lower-headline-4: আদমদীঘিতে প্রবীণ দিবস পালন (823, 1128, 919, 1160)
lead-photo-credit: করতোয়া (575, 417, 603, 426)
top-right-para-1: গতকাল মঙ্গলবার বিকেলে পঞ্চগড় শহরের কেন্দ্রীয় শহীদ মিনার চত্বরে আয়োজিত এক সমাবেশে প্রধান অতিথির বক্তব্যে তিনি এসব কথা বলেন। সমাবেশে সভাপতিত্ব করেন জেলা জাগপার সভাপতি। (614, 173, 823, 362)
divider (446, 936, 603, 937)
lower-story-0 (125, 1087, 280, 1439)
lead-para-5: স্থানীয় জনপ্রতিনিধিরা বলছেন, বরাদ্দ পেলেই কাজ শুরু হবে। তবে এলাকাবাসীর দাবি, অবিলম্বে সড়কটি সংস্কার করে শিক্ষার্থীদের নিরাপদ চলাচল নিশ্চিত করা হোক। (488, 585, 603, 659)
